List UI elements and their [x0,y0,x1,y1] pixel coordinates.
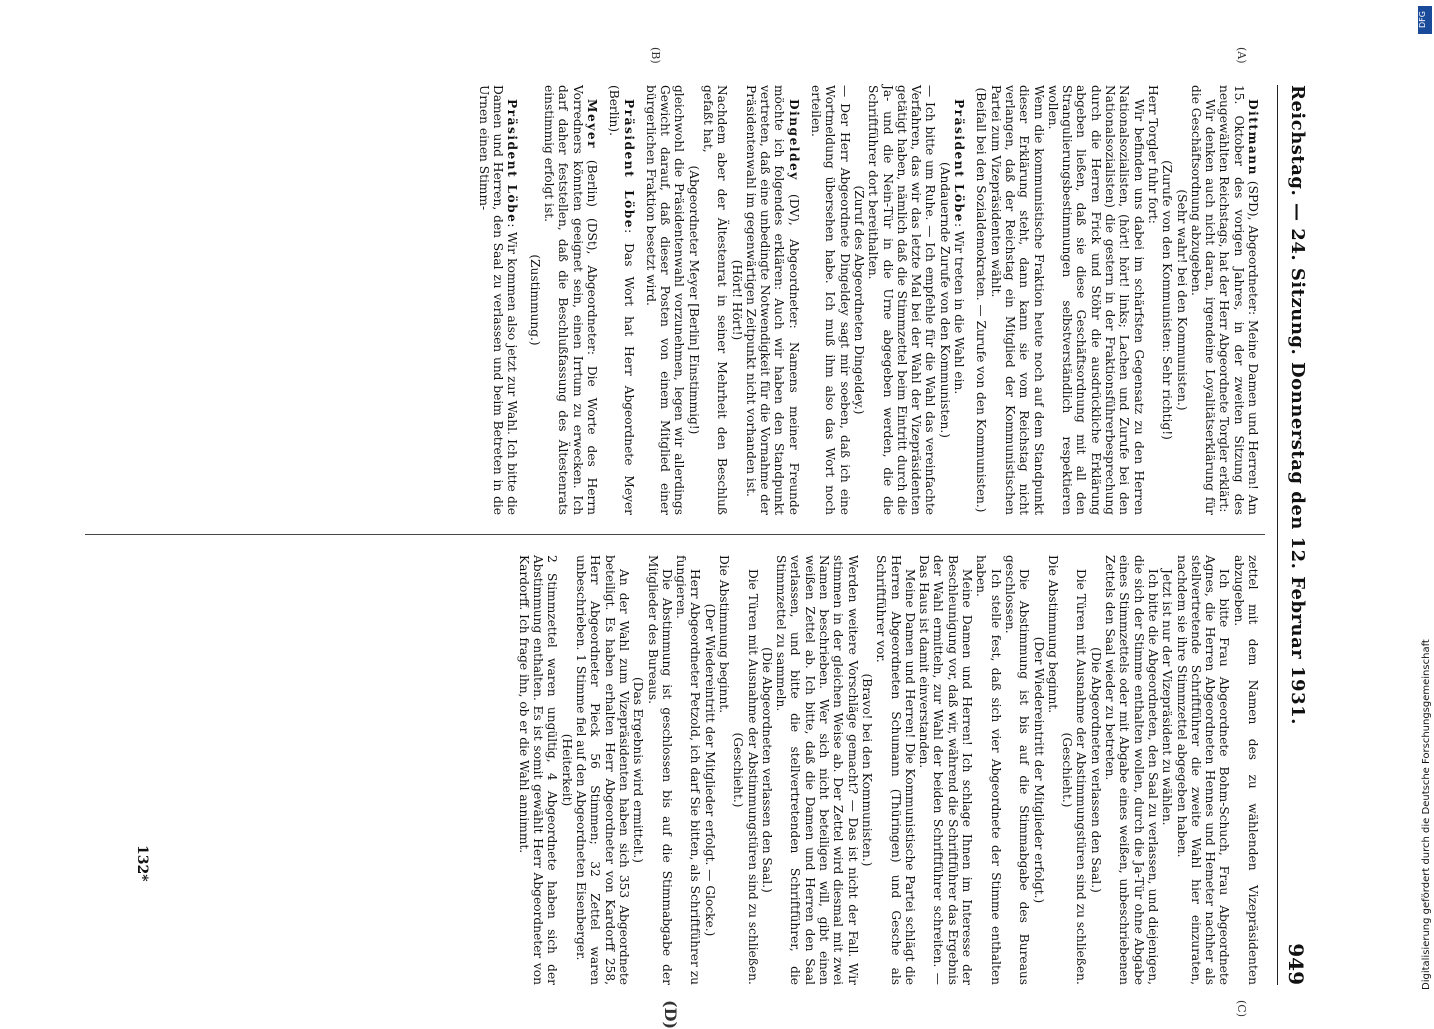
interjection: (Andauernde Zurufe von den Kommunisten.) [937,161,952,439]
paragraph: — Der Herr Abgeordnete Dingeldey sagt mir soeben, daß ich eine Wortmeldung übersehen habe. Ich muß ihm also das Wort noch erteilen. [809,85,852,515]
paragraph: Herr Torgler fuhr fort: [1145,85,1160,224]
paragraph: Die Türen mit Ausnahme der Abstimmungstüren sind zu schließen. [745,569,760,985]
interjection: (Der Wiedereintritt der Mitglieder erfolgt. — Glocke.) [702,603,717,937]
interjection: (Zurufe von den Kommunisten: Sehr richtig!) [1160,160,1175,440]
paragraph: Jetzt ist nur der Vizepräsident zu wählen. [1160,569,1175,826]
paragraph: Wir befinden uns dabei im schärfsten Gegensatz zu den Herren Nationalsozialisten, (hört! hört! links; Lachen und Zurufe bei den Nationalsozialisten) die gestern in der Fraktionsführerbesprechung durch die Herren Frick und Stöhr die ausdrückliche Erklärung abgeben ließen, daß sie diese Geschäftsordnung mit all den Strangulierungsbestimmungen selbstverständlich respektieren wollen. [1045,85,1146,515]
speaker-name: Präsident Löbe [952,99,967,223]
left-text-column [477,85,1260,515]
speaker-name: Präsident Löbe [621,99,636,230]
interjection: (Geschieht.) [1060,732,1075,808]
dfg-credit-line: Digitalisierung gefördert durch die Deutsche Forschungsgemeinschaft [1421,639,1432,990]
page-number: 949 [1284,943,1308,985]
paragraph: Ich bitte Frau Abgeordnete Bohm-Schuch, Frau Abgeordnete Agnes, die Herren Abgeordneten Hennes und Hemeter nachher als stellvertretende Schriftführer die zweite Wahl hier einzuraten, nachdem sie ihre Stimmzettel abgegeben haben. [1174,555,1232,985]
rotated-page-content [90,47,1310,1029]
speaker-paragraph: Dingeldey (DV), Abgeordneter: Namens meiner Freunde möchte ich folgendes erklären: Auch wir haben den Standpunkt vertreten, daß eine unbedingte Notwendigkeit für die Vornahme der Präsidentenwahl im gegenwärtigen Zeitpunkt nicht vorhanden ist. [743,85,801,515]
speaker-paragraph: Präsident Löbe: Das Wort hat Herr Abgeordnete Meyer (Berlin). [607,85,636,515]
paragraph: Meine Damen und Herren! Die Kommunistische Partei schlägt die Herren Abgeordneten Schumann (Thüringen) und Gesche als Schriftführer vor. [874,555,917,985]
paragraph: Wenn die kommunistische Fraktion heute noch auf dem Standpunkt dieser Erklärung steht, dann kann sie vom Reichstag nicht verlangen, daß der Reichstag ein Mitglied der Kommunistischen Partei zum Vizepräsidenten wählt. [988,85,1046,515]
paragraph: Die Abstimmung ist bis auf die Stimmabgabe des Bureaus geschlossen. [1002,555,1032,985]
paragraph: Meine Damen und Herren! Ich schlage Ihnen im Interesse der Beschleunigung vor, daß wir, während die Schriftführer das Ergebnis der Wahl ermitteln, zur Wahl der beiden Schriftführer schreiten. — Das Haus ist damit einverstanden. [917,555,975,985]
speaker-paragraph: Präsident Löbe: Wir treten in die Wahl ein. [952,99,967,395]
paragraph-gap [519,85,527,515]
paragraph: Ich stelle fest, daß sich vier Abgeordnete der Stimme enthalten haben. [974,555,1003,985]
paragraph: gleichwohl die Präsidentenwahl vorzunehmen, legen wir allerdings Gewicht darauf, daß dieser Posten von einem Mitglied einer bürgerlichen Fraktion besetzt wird. [643,85,687,515]
speaker-paragraph: Präsident Löbe: Wir kommen also jetzt zur Wahl. Ich bitte die Damen und Herren, den Saal zu verlassen und beim Betreten in die Urnen einen Stimm- [476,85,520,515]
paragraph: Werden weitere Vorschläge gemacht? — Das ist nicht der Fall. Wir stimmen in der gleichen Weise ab. Der Zettel wird diesmal mit zwei Namen beschrieben. Wer sich nicht beteiligen will, gibt einen weißen Zettel ab. Ich bitte, daß die Damen und Herren den Saal verlassen, und bitte die stellvertretenden Schriftführer, die Stimmzettel zu sammeln. [774,555,860,985]
speaker-name: Präsident Löbe [505,99,520,224]
header-title: Reichstag. — 24. Sitzung. Donnerstag den 12. Februar 1931. [1287,85,1308,725]
paragraph: Die Abstimmung ist geschlossen bis auf die Stimmabgabe der Mitglieder des Bureaus. [645,555,674,985]
header-rule [1277,85,1278,985]
speaker-paragraph: Dittmann (SPD), Abgeordneter: Meine Damen und Herren! Am 15. Oktober des vorigen Jahres, in der zweiten Sitzung des neugewählten Reichstags, hat der Herr Abgeordnete Torgler erklärt: [1217,85,1260,515]
speaker-name: Dingeldey [786,99,801,181]
interjection: (Sehr wahr! bei den Kommunisten.) [1174,189,1189,411]
paragraph: Nachdem aber der Ältestenrat in seiner Mehrheit den Beschluß gefaßt hat, [701,85,730,515]
paragraph: Die Abstimmung beginnt. [717,555,732,714]
paragraph-gap [801,85,809,515]
interjection: (Die Abgeordneten verlassen den Saal.) [1088,647,1103,893]
speaker-paragraph: Meyer (Berlin) (DSt), Abgeordneter: Die Worte des Herrn Vorredners könnten geeignet sein, einen Irrtum zu erwecken. Ich darf daher feststellen, daß die Beschlußfassung des Ältestenrats einstimmig erfolgt ist. [542,85,599,515]
paragraph: — Ich bitte um Ruhe. — Ich empfehle für die Wahl das vereinfachte Verfahren, das wir das letzte Mal bei der Wahl der Vizepräsidenten getätigt haben, nämlich daß die Stimmzettel beim Eintritt durch die Ja- und die Nein-Tür in die Urne abgegeben werden, die die Schriftführer dort bereithalten. [866,85,938,515]
interjection: (Zuruf des Abgeordneten Dingeldey.) [851,185,866,415]
paragraph: zettel mit dem Namen des zu wählenden Vizepräsidenten abzugeben. [1231,555,1260,985]
paragraph: 2 Stimmzettel waren ungültig, 4 Abgeordnete haben sich der Abstimmung enthalten. Es ist somit gewählt Herr Abgeordneter von Kardorff. Ich frage ihn, ob er die Wahl annimmt. [516,555,560,985]
speaker-name: Dittmann [1246,99,1260,176]
margin-marker-a: (A) [1235,47,1248,64]
margin-marker-d: (D) [661,1000,680,1029]
paragraph-gap [599,85,607,515]
interjection: (Geschieht.) [731,732,746,808]
interjection: (Der Wiedereintritt der Mitglieder erfolgt.) [1031,636,1046,904]
paragraph: Ich bitte die Abgeordneten, den Saal zu verlassen, und diejenigen, die sich der Stimme enthalten wollen, durch die Ja-Tür ohne Abgabe eines Stimmzettels oder mit Abgabe eines weißen, unbeschriebenen Zettels den Saal wieder zu betreten. [1103,555,1160,985]
paragraph: An der Wahl zum Vizepräsidenten haben sich 353 Abgeordnete beteiligt. Es haben erhalten Herr Abgeordneter von Kardorff 258, Herr Abgeordneter Pieck 56 Stimmen; 32 Zettel waren unbeschrieben. 1 Stimme fiel auf den Abgeordneten Eisenberger. [574,555,631,985]
running-header [1270,85,1310,985]
paragraph-gap [636,85,644,515]
paragraph: Herr Abgeordneter Petzold, ich darf Sie bitten, als Schriftführer zu fungieren. [674,555,703,985]
column-divider [85,534,1265,535]
signature-mark: 132* [134,845,150,882]
interjection: (Hört! Hört!) [729,259,744,341]
paragraph-gap [966,85,974,515]
dfg-logo: DFG [1418,6,1432,34]
margin-marker-b: (B) [649,47,662,64]
interjection: (Zustimmung.) [527,254,542,346]
interjection: (Abgeordneter Meyer [Berlin] Einstimmig!) [686,165,701,435]
interjection: (Das Ergebnis wird ermittelt.) [631,676,646,864]
interjection: (Beifall bei den Sozialdemokraten. — Zurufe von den Kommunisten.) [974,87,989,513]
paragraph: Wir denken auch nicht daran, irgendeine Loyalitätserklärung für die Geschäftsordnung abzugeben. [1188,85,1218,515]
speaker-name: Meyer [584,99,599,150]
interjection: (Bravo! bei den Kommunisten.) [859,673,874,867]
right-text-column [517,555,1260,985]
interjection: (Die Abgeordneten verlassen den Saal.) [759,647,774,893]
margin-marker-c: (C) [1235,1000,1248,1017]
paragraph: Die Abstimmung beginnt. [1045,555,1060,714]
paragraph: Die Türen mit Ausnahme der Abstimmungstüren sind zu schließen. [1074,569,1089,985]
interjection: (Heiterkeit) [559,733,574,807]
